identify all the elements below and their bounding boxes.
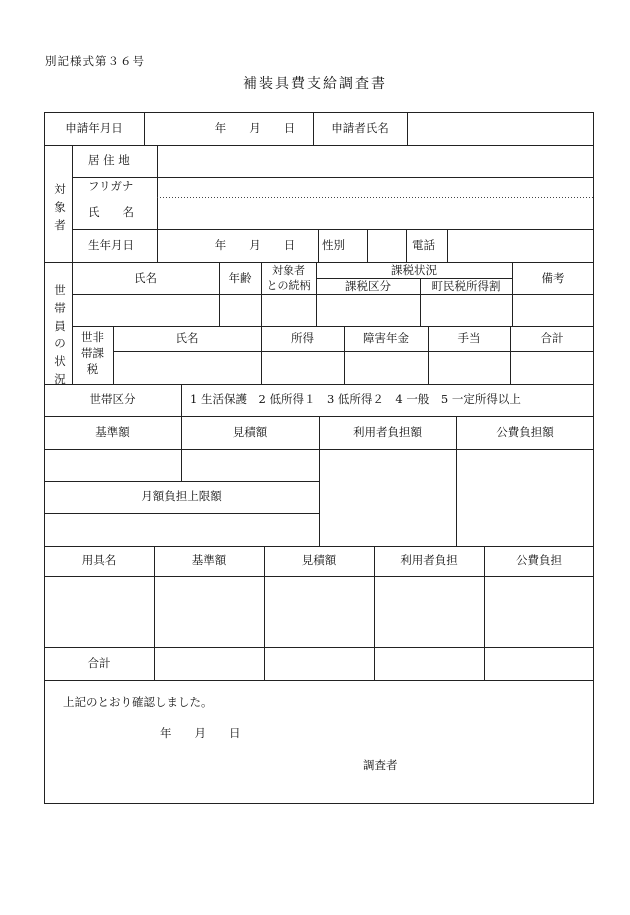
furigana-label: フリガナ <box>88 179 134 193</box>
tax-status-header: 課税状況 <box>391 263 437 277</box>
nt-income-header: 所得 <box>291 331 314 345</box>
user-burden-amount-label: 利用者負担額 <box>353 425 422 439</box>
nt-pension-header: 障害年金 <box>363 331 409 345</box>
phone-label: 電話 <box>412 238 435 252</box>
household-section-label: 世 帯 員 の 状 況 <box>54 283 66 387</box>
gender-label: 性別 <box>322 238 345 252</box>
household-age-header: 年齢 <box>228 271 252 285</box>
nt-name-header: 氏名 <box>175 331 199 345</box>
nontaxed-label-line3: 税 <box>86 362 99 376</box>
name-label: 氏 名 <box>88 205 134 219</box>
relation-header-line1: 対象者 <box>272 264 305 277</box>
estimate-amount-label: 見積額 <box>232 425 268 439</box>
confirmation-statement: 上記のとおり確認しました。 <box>63 695 213 709</box>
item-estimate-header: 見積額 <box>301 553 337 567</box>
birthdate-label: 生年月日 <box>88 238 134 252</box>
tax-category-header: 課税区分 <box>345 279 391 293</box>
birthdate-value: 年 月 日 <box>214 238 296 252</box>
household-category-label: 世帯区分 <box>89 392 136 406</box>
confirmation-date: 年 月 日 <box>160 726 241 740</box>
application-date-value: 年 月 日 <box>214 121 296 135</box>
municipal-income-tax-header: 町民税所得割 <box>431 279 501 293</box>
monthly-cap-label: 月額負担上限額 <box>141 489 222 503</box>
item-name-header: 用具名 <box>81 553 117 567</box>
nt-total-header: 合計 <box>540 331 564 345</box>
nontaxed-label-line1: 世非 <box>81 330 104 344</box>
investigator-label: 調査者 <box>363 758 398 772</box>
item-public-burden-header: 公費負担 <box>516 553 562 567</box>
nt-allowance-header: 手当 <box>457 331 481 345</box>
household-category-options: 1 生活保護 2 低所得１ 3 低所得２ 4 一般 5 一定所得以上 <box>190 392 521 406</box>
remarks-header: 備考 <box>541 271 565 285</box>
household-name-header: 氏名 <box>134 271 157 285</box>
form-number: 別記様式第３６号 <box>45 54 145 68</box>
relation-header-line2: との続柄 <box>266 279 311 292</box>
item-standard-header: 基準額 <box>191 553 227 567</box>
standard-amount-label: 基準額 <box>95 425 130 439</box>
applicant-name-label: 申請者氏名 <box>331 121 389 135</box>
form-title: 補装具費支給調査書 <box>243 76 387 92</box>
public-burden-amount-label: 公費負担額 <box>496 425 554 439</box>
item-user-burden-header: 利用者負担 <box>400 553 458 567</box>
nontaxed-label-line2: 帯課 <box>81 346 104 360</box>
items-total-label: 合計 <box>87 656 111 670</box>
application-date-label: 申請年月日 <box>65 121 123 135</box>
subject-section-label: 対 象 者 <box>54 182 66 232</box>
address-label: 居 住 地 <box>88 153 130 167</box>
